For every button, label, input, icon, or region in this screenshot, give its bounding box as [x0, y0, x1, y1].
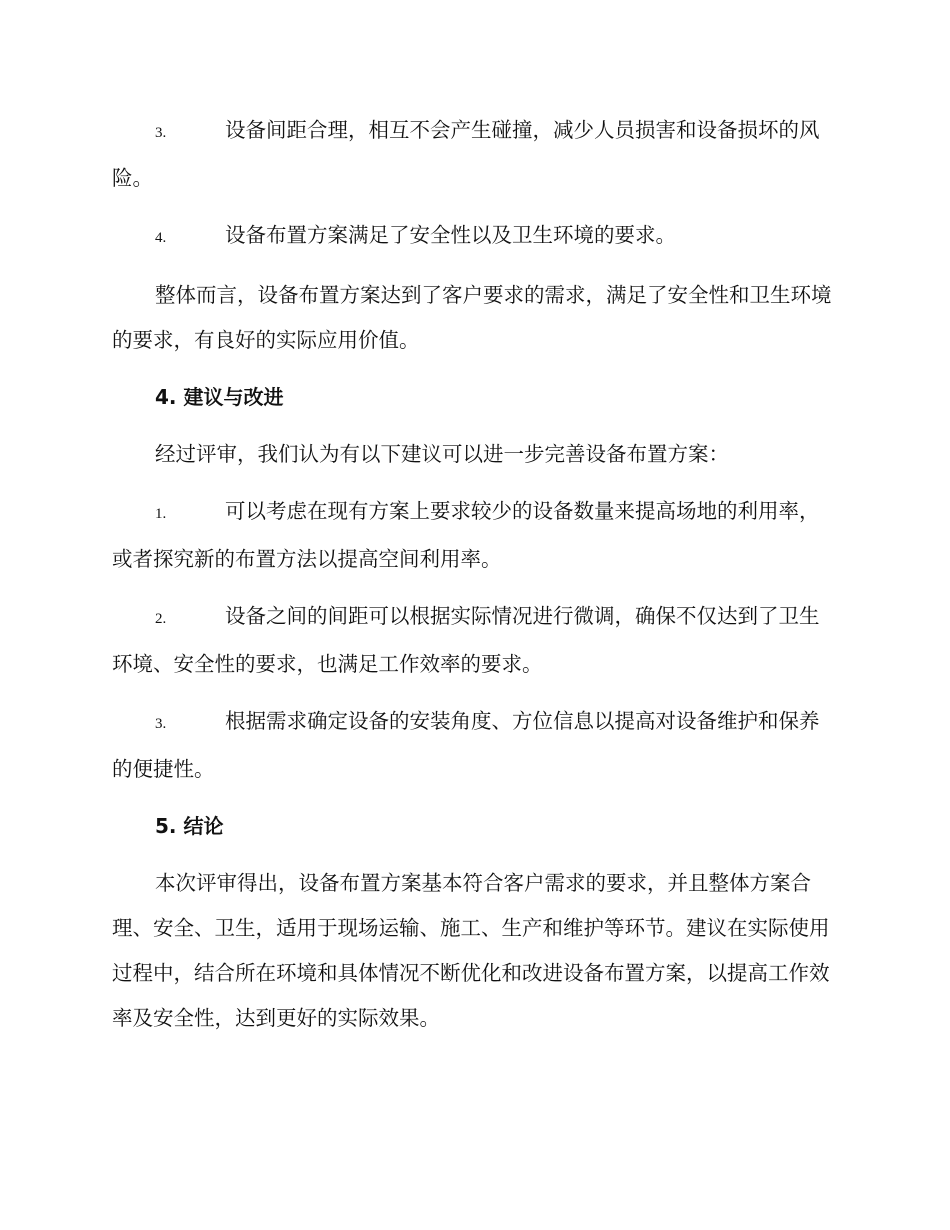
section-heading-conclusion: 5. 结论 [155, 814, 224, 838]
suggestion-item-3 [112, 699, 834, 792]
list-number: 2. [155, 611, 167, 627]
list-item-text: 设备之间的间距可以根据实际情况进行微调，确保不仅达到了卫生环境、安全性的要求，也满足工作效率的要求。 [112, 604, 820, 676]
suggestion-item-1 [112, 489, 834, 582]
list-item-text: 设备间距合理，相互不会产生碰撞，减少人员损害和设备损坏的风险。 [112, 118, 820, 190]
suggestion-item-2 [112, 594, 834, 687]
suggestions-intro: 经过评审，我们认为有以下建议可以进一步完善设备布置方案： [155, 442, 729, 466]
eval-list-item-3 [112, 108, 834, 201]
list-number: 4. [155, 230, 167, 246]
list-number: 3. [155, 716, 167, 732]
list-item-text: 设备布置方案满足了安全性以及卫生环境的要求。 [225, 223, 676, 247]
summary-paragraph: 整体而言，设备布置方案达到了客户要求的需求，满足了安全性和卫生环境的要求，有良好的实际应用价值。 [112, 283, 832, 352]
eval-list-item-4 [112, 213, 834, 261]
list-number: 1. [155, 506, 167, 522]
section-heading-suggestions: 4. 建议与改进 [155, 385, 284, 409]
document-body [112, 108, 834, 1053]
conclusion-paragraph: 本次评审得出，设备布置方案基本符合客户需求的要求，并且整体方案合理、安全、卫生，适用于现场运输、施工、生产和维护等环节。建议在实际使用过程中，结合所在环境和具体情况不断优化和改进设备布置方案，以提高工作效率及安全性，达到更好的实际效果。 [112, 871, 830, 1030]
list-item-text: 可以考虑在现有方案上要求较少的设备数量来提高场地的利用率，或者探究新的布置方法以提高空间利用率。 [112, 499, 820, 571]
list-number: 3. [155, 125, 167, 141]
list-item-text: 根据需求确定设备的安装角度、方位信息以提高对设备维护和保养的便捷性。 [112, 709, 820, 781]
